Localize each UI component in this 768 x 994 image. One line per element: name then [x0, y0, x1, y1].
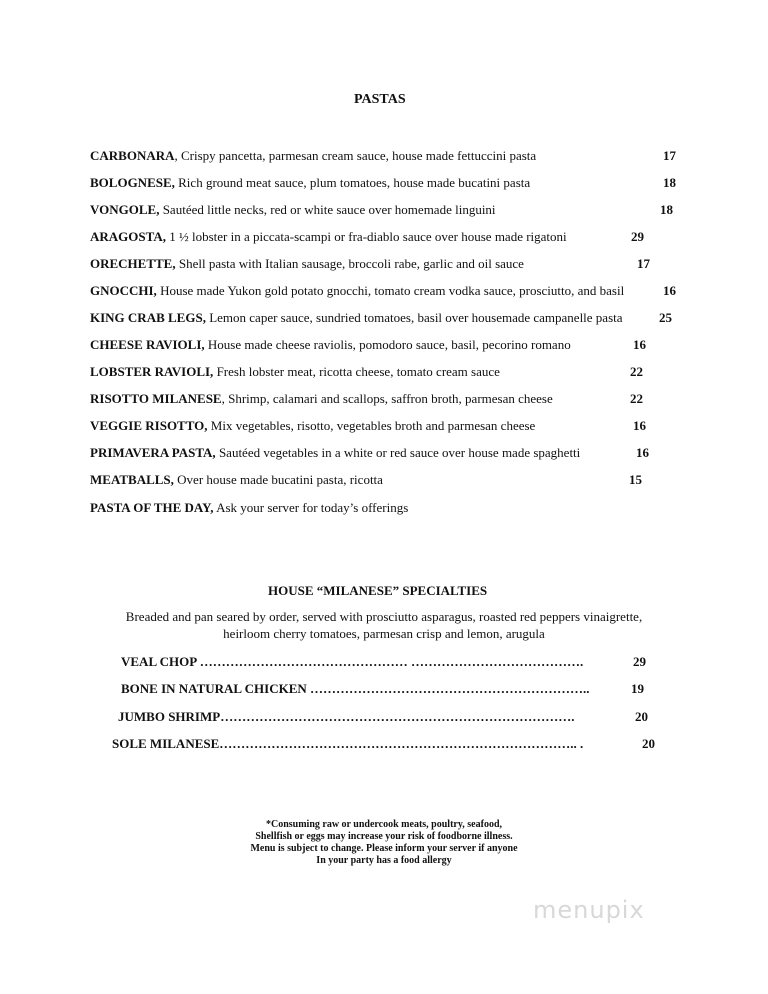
menu-item-veggie-risotto	[90, 418, 535, 434]
item-desc: 1 ½ lobster in a piccata-scampi or fra-diablo sauce over house made rigatoni	[165, 229, 567, 244]
specialties-description-line-1: Breaded and pan seared by order, served with prosciutto asparagus, roasted red peppers vinaigrette,	[125, 609, 643, 624]
item-name: ORECHETTE,	[90, 256, 176, 271]
item-name: KING CRAB LEGS,	[90, 310, 206, 325]
item-price: 20	[635, 709, 648, 724]
item-price: 22	[630, 391, 643, 406]
specialties-description-line-2: heirloom cherry tomatoes, parmesan crisp and lemon, arugula	[223, 626, 545, 641]
item-name: LOBSTER RAVIOLI,	[90, 364, 214, 379]
menu-item-lobster-ravioli	[90, 364, 500, 380]
item-desc: Fresh lobster meat, ricotta cheese, tomato cream sauce	[213, 364, 500, 379]
item-price: 16	[636, 445, 649, 460]
item-price: 19	[631, 681, 644, 696]
item-desc: Lemon caper sauce, sundried tomatoes, basil over housemade campanelle pasta	[205, 310, 623, 325]
item-name: GNOCCHI,	[90, 283, 157, 298]
allergy-notice-line-1: *Consuming raw or undercook meats, poultry, seafood,	[265, 819, 503, 830]
menu-item-primavera-pasta	[90, 445, 580, 461]
item-desc: Mix vegetables, risotto, vegetables broth and parmesan cheese	[207, 418, 536, 433]
menu-item-gnocchi	[90, 283, 624, 299]
item-price: 17	[637, 256, 650, 271]
item-price: 29	[633, 654, 646, 669]
item-desc: House made Yukon gold potato gnocchi, tomato cream vodka sauce, prosciutto, and basil	[156, 283, 625, 298]
item-desc: Sautéed little necks, red or white sauce over homemade linguini	[159, 202, 496, 217]
item-desc: Over house made bucatini pasta, ricotta	[173, 472, 383, 487]
item-name: RISOTTO MILANESE	[90, 391, 222, 406]
item-price: 16	[633, 337, 646, 352]
item-price: 25	[659, 310, 672, 325]
item-price: 16	[633, 418, 646, 433]
item-name: ARAGOSTA,	[90, 229, 166, 244]
item-desc: House made cheese raviolis, pomodoro sauce, basil, pecorino romano	[204, 337, 571, 352]
item-desc: Sautéed vegetables in a white or red sauce over house made spaghetti	[215, 445, 581, 460]
item-price: 15	[629, 472, 642, 487]
menu-item-orechette	[90, 256, 524, 272]
specialties-title: HOUSE “MILANESE” SPECIALTIES	[268, 583, 488, 598]
item-name: CARBONARA	[90, 148, 175, 163]
item-price: 17	[663, 148, 676, 163]
menu-item-king-crab-legs	[90, 310, 623, 326]
item-price: 20	[642, 736, 655, 751]
allergy-notice-line-3: Menu is subject to change. Please inform your server if anyone	[250, 843, 518, 854]
item-name: PRIMAVERA PASTA,	[90, 445, 216, 460]
specialty-sole-milanese: SOLE MILANESE……………………………………………………………………….. .	[112, 736, 584, 751]
item-name: MEATBALLS,	[90, 472, 174, 487]
specialty-bone-in-natural-chicken: BONE IN NATURAL CHICKEN ………………………………………………………..	[121, 681, 590, 696]
item-price: 29	[631, 229, 644, 244]
menu-item-cheese-ravioli	[90, 337, 571, 353]
item-desc: Ask your server for today’s offerings	[213, 500, 409, 515]
menu-item-bolognese	[90, 175, 530, 191]
menu-item-pasta-of-the-day	[90, 500, 408, 516]
item-name: VEGGIE RISOTTO,	[90, 418, 208, 433]
item-desc: , Shrimp, calamari and scallops, saffron broth, parmesan cheese	[221, 391, 553, 406]
item-name: BOLOGNESE,	[90, 175, 175, 190]
item-name: CHEESE RAVIOLI,	[90, 337, 205, 352]
menu-item-aragosta	[90, 229, 567, 245]
menu-item-meatballs	[90, 472, 383, 488]
specialty-veal-chop: VEAL CHOP ………………………………………… ………………………………….	[121, 654, 584, 669]
menu-item-carbonara	[90, 148, 536, 164]
item-desc: , Crispy pancetta, parmesan cream sauce, house made fettuccini pasta	[174, 148, 537, 163]
menu-item-risotto-milanese	[90, 391, 553, 407]
item-desc: Shell pasta with Italian sausage, broccoli rabe, garlic and oil sauce	[175, 256, 524, 271]
item-price: 18	[660, 202, 673, 217]
menu-item-vongole	[90, 202, 496, 218]
specialty-jumbo-shrimp: JUMBO SHRIMP……………………………………………………………………….	[118, 709, 575, 724]
menupix-watermark: menupix	[533, 896, 645, 924]
item-price: 22	[630, 364, 643, 379]
allergy-notice-line-4: In your party has a food allergy	[316, 855, 452, 866]
item-price: 16	[663, 283, 676, 298]
item-price: 18	[663, 175, 676, 190]
item-desc: Rich ground meat sauce, plum tomatoes, house made bucatini pasta	[174, 175, 531, 190]
pastas-title: PASTAS	[354, 92, 406, 107]
allergy-notice-line-2: Shellfish or eggs may increase your risk of foodborne illness.	[255, 831, 513, 842]
item-name: PASTA OF THE DAY,	[90, 500, 214, 515]
item-name: VONGOLE,	[90, 202, 160, 217]
